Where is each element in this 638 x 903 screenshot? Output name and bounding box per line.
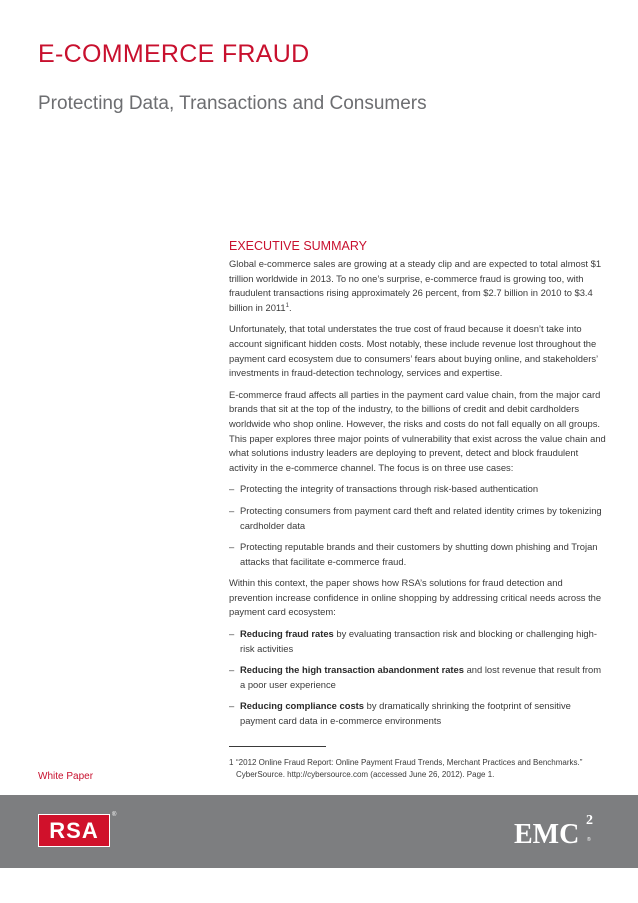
list-item: – Protecting consumers from payment card theft and related identity crimes by tokenizing cardholder data <box>229 504 607 533</box>
list-item: – Protecting reputable brands and their customers by shutting down phishing and Trojan attacks that facilitate e-commerce fraud. <box>229 540 607 569</box>
footnote-number: 1 <box>229 758 234 767</box>
footnote <box>229 757 599 781</box>
footnote-reference: 1 <box>285 302 289 309</box>
list-item-text: by dramatically shrinking the footprint of sensitive payment card data in e-commerce environments <box>240 700 571 727</box>
section-heading: EXECUTIVE SUMMARY <box>229 239 367 253</box>
footnote-line-1: “2012 Online Fraud Report: Online Payment Fraud Trends, Merchant Practices and Benchmarks.” <box>236 758 583 767</box>
list-item: – Protecting the integrity of transactions through risk-based authentication <box>229 482 607 497</box>
list-item-text: by evaluating transaction risk and blocking or challenging high-risk activities <box>240 628 597 654</box>
list-item <box>229 663 607 692</box>
footnote-divider <box>229 746 326 747</box>
list-item-bold: Reducing the high transaction abandonment rates <box>240 664 464 676</box>
paragraph-end: . <box>288 301 292 313</box>
paragraph-hidden-costs: Unfortunately, that total understates the true cost of fraud because it doesn’t take into account significant hidden costs. Most notably, these include revenue lost throughout the payment card ecosystem due to consumers’ fears about buying online, and stakeholders’ investments in fraud-detection technology, services and expertise. <box>229 323 598 379</box>
list-item <box>229 699 607 728</box>
emc-registered-mark: ® <box>587 837 591 843</box>
emc-logo: EMC <box>514 819 580 850</box>
paragraph-value-chain: E-commerce fraud affects all parties in the payment card value chain, from the major card brands that sit at the top of the industry, to the billions of credit and debit cardholders worldwide who shop online. However, the risks and costs do not fall equally on all groups. This paper explores three major points of vulnerability that exist across the value chain and what solutions industry leaders are deploying to prevent, detect and block fraudulent activity in the e-commerce channel. The focus is on three use cases: <box>229 388 606 473</box>
needs-list <box>229 627 607 729</box>
rsa-registered-mark: ® <box>112 812 117 818</box>
paragraph-rsa-solutions: Within this context, the paper shows how RSA’s solutions for fraud detection and prevention increase confidence in online shopping by addressing critical needs across the payment card ecosystem: <box>229 577 602 618</box>
footnote-line-2: CyberSource. http://cybersource.com (accessed June 26, 2012). Page 1. <box>236 770 495 779</box>
document-type-label: White Paper <box>38 771 94 782</box>
document-subtitle: Protecting Data, Transactions and Consumers <box>38 93 427 114</box>
list-item-bold: Reducing fraud rates <box>240 628 334 640</box>
emc-logo-superscript: 2 <box>586 813 593 828</box>
list-item-text: and lost revenue that result from a poor user experience <box>240 664 602 690</box>
list-item-bold: Reducing compliance costs <box>240 700 364 712</box>
use-case-list <box>229 482 607 569</box>
paragraph-market-growth <box>229 257 607 315</box>
executive-summary-section <box>229 238 607 736</box>
document-title: E-COMMERCE FRAUD <box>38 40 310 68</box>
paragraph-text: Global e-commerce sales are growing at a steady clip and are expected to total almost $1 trillion worldwide in 2013. To no one’s surprise, e-commerce fraud is growing too, with fraudulent transactions rising approximately 26 percent, from $2.7 billion in 2010 to $3.4 billion in 2011 <box>229 258 602 313</box>
rsa-logo-text: RSA <box>49 817 99 843</box>
list-item <box>229 627 607 656</box>
rsa-logo <box>38 814 110 847</box>
